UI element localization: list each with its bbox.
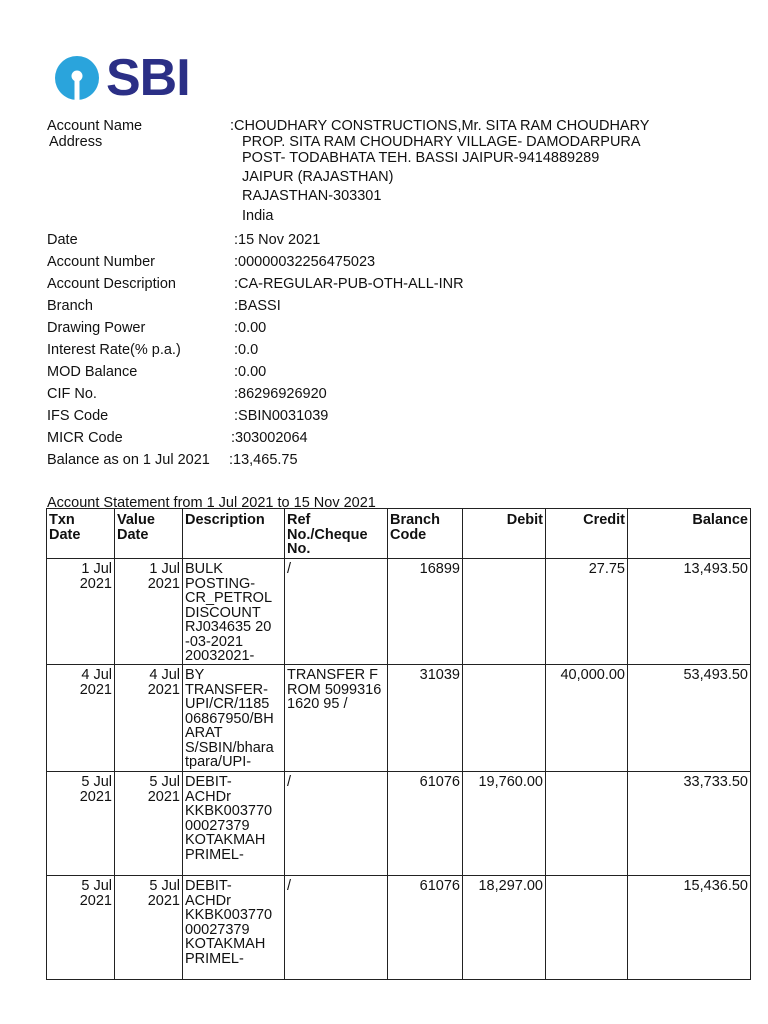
header-debit: Debit bbox=[463, 509, 546, 559]
table-row bbox=[47, 876, 751, 980]
micr-code-label: MICR Code bbox=[47, 430, 123, 446]
account-number-value: :00000032256475023 bbox=[234, 254, 376, 270]
balance: 15,436.50 bbox=[628, 876, 751, 980]
account-name-label: Account Name bbox=[47, 118, 143, 134]
table-header-row bbox=[47, 509, 751, 559]
drawing-power-label: Drawing Power bbox=[47, 320, 146, 336]
credit bbox=[546, 876, 628, 980]
header-value-date: Value Date bbox=[115, 509, 183, 559]
branch-code: 61076 bbox=[388, 876, 463, 980]
header-balance: Balance bbox=[628, 509, 751, 559]
statement-title: Account Statement from 1 Jul 2021 to 15 Nov 2021 bbox=[47, 495, 376, 511]
mod-balance-value: :0.00 bbox=[234, 364, 267, 380]
ref-no: / bbox=[285, 876, 388, 980]
address-line: PROP. SITA RAM CHOUDHARY VILLAGE- DAMODARPURA bbox=[242, 134, 641, 150]
address-line: POST- TODABHATA TEH. BASSI JAIPUR-9414889289 bbox=[242, 150, 600, 166]
ifs-code-value: :SBIN0031039 bbox=[234, 408, 329, 424]
statement-table bbox=[46, 508, 751, 980]
credit: 27.75 bbox=[546, 559, 628, 665]
description: DEBIT- ACHDr KKBK003770 00027379 KOTAKMAH PRIMEL- bbox=[183, 772, 285, 876]
header-ref: Ref No./Cheque No. bbox=[285, 509, 388, 559]
account-number-label: Account Number bbox=[47, 254, 155, 270]
sbi-logo-text: SBI bbox=[106, 49, 190, 107]
sbi-logo bbox=[54, 49, 190, 107]
table-row bbox=[47, 665, 751, 772]
address-line: RAJASTHAN-303301 bbox=[242, 188, 382, 204]
branch-code: 31039 bbox=[388, 665, 463, 772]
account-description-label: Account Description bbox=[47, 276, 176, 292]
cif-label: CIF No. bbox=[47, 386, 97, 402]
description: DEBIT- ACHDr KKBK003770 00027379 KOTAKMAH PRIMEL- bbox=[183, 876, 285, 980]
txn-date: 1 Jul 2021 bbox=[47, 559, 115, 665]
txn-date: 5 Jul 2021 bbox=[47, 876, 115, 980]
header-branch-code: Branch Code bbox=[388, 509, 463, 559]
branch-value: :BASSI bbox=[234, 298, 281, 314]
header-description: Description bbox=[183, 509, 285, 559]
drawing-power-value: :0.00 bbox=[234, 320, 267, 336]
description: BULK POSTING- CR_PETROL DISCOUNT RJ034635 20 -03-2021 20032021- bbox=[183, 559, 285, 665]
balance: 53,493.50 bbox=[628, 665, 751, 772]
debit: 18,297.00 bbox=[463, 876, 546, 980]
address-line: JAIPUR (RAJASTHAN) bbox=[242, 169, 394, 185]
table-row bbox=[47, 559, 751, 665]
value-date: 4 Jul 2021 bbox=[115, 665, 183, 772]
interest-rate-label: Interest Rate(% p.a.) bbox=[47, 342, 181, 358]
ifs-code-label: IFS Code bbox=[47, 408, 109, 424]
interest-rate-value: :0.0 bbox=[234, 342, 259, 358]
micr-code-value: :303002064 bbox=[231, 430, 308, 446]
credit: 40,000.00 bbox=[546, 665, 628, 772]
opening-balance-label: Balance as on 1 Jul 2021 bbox=[47, 452, 210, 468]
sbi-keyhole-icon bbox=[54, 55, 100, 101]
debit bbox=[463, 559, 546, 665]
account-description-value: :CA-REGULAR-PUB-OTH-ALL-INR bbox=[234, 276, 464, 292]
debit bbox=[463, 665, 546, 772]
balance: 33,733.50 bbox=[628, 772, 751, 876]
header-credit: Credit bbox=[546, 509, 628, 559]
cif-value: :86296926920 bbox=[234, 386, 327, 402]
table-row bbox=[47, 772, 751, 876]
ref-no: / bbox=[285, 772, 388, 876]
mod-balance-label: MOD Balance bbox=[47, 364, 138, 380]
value-date: 5 Jul 2021 bbox=[115, 772, 183, 876]
header-txn-date: Txn Date bbox=[47, 509, 115, 559]
ref-no: / bbox=[285, 559, 388, 665]
date-label: Date bbox=[47, 232, 78, 248]
description: BY TRANSFER- UPI/CR/1185 06867950/BH ARAT S/SBIN/bhara tpara/UPI- bbox=[183, 665, 285, 772]
branch-code: 16899 bbox=[388, 559, 463, 665]
balance: 13,493.50 bbox=[628, 559, 751, 665]
txn-date: 4 Jul 2021 bbox=[47, 665, 115, 772]
credit bbox=[546, 772, 628, 876]
branch-label: Branch bbox=[47, 298, 93, 314]
branch-code: 61076 bbox=[388, 772, 463, 876]
txn-date: 5 Jul 2021 bbox=[47, 772, 115, 876]
account-name-value: :CHOUDHARY CONSTRUCTIONS,Mr. SITA RAM CHOUDHARY bbox=[230, 118, 650, 134]
debit: 19,760.00 bbox=[463, 772, 546, 876]
value-date: 5 Jul 2021 bbox=[115, 876, 183, 980]
address-label: Address bbox=[49, 134, 103, 150]
ref-no: TRANSFER FROM 50993161620 95 / bbox=[285, 665, 388, 772]
address-line: India bbox=[242, 208, 274, 224]
value-date: 1 Jul 2021 bbox=[115, 559, 183, 665]
opening-balance-value: :13,465.75 bbox=[229, 452, 298, 468]
date-value: :15 Nov 2021 bbox=[234, 232, 321, 248]
